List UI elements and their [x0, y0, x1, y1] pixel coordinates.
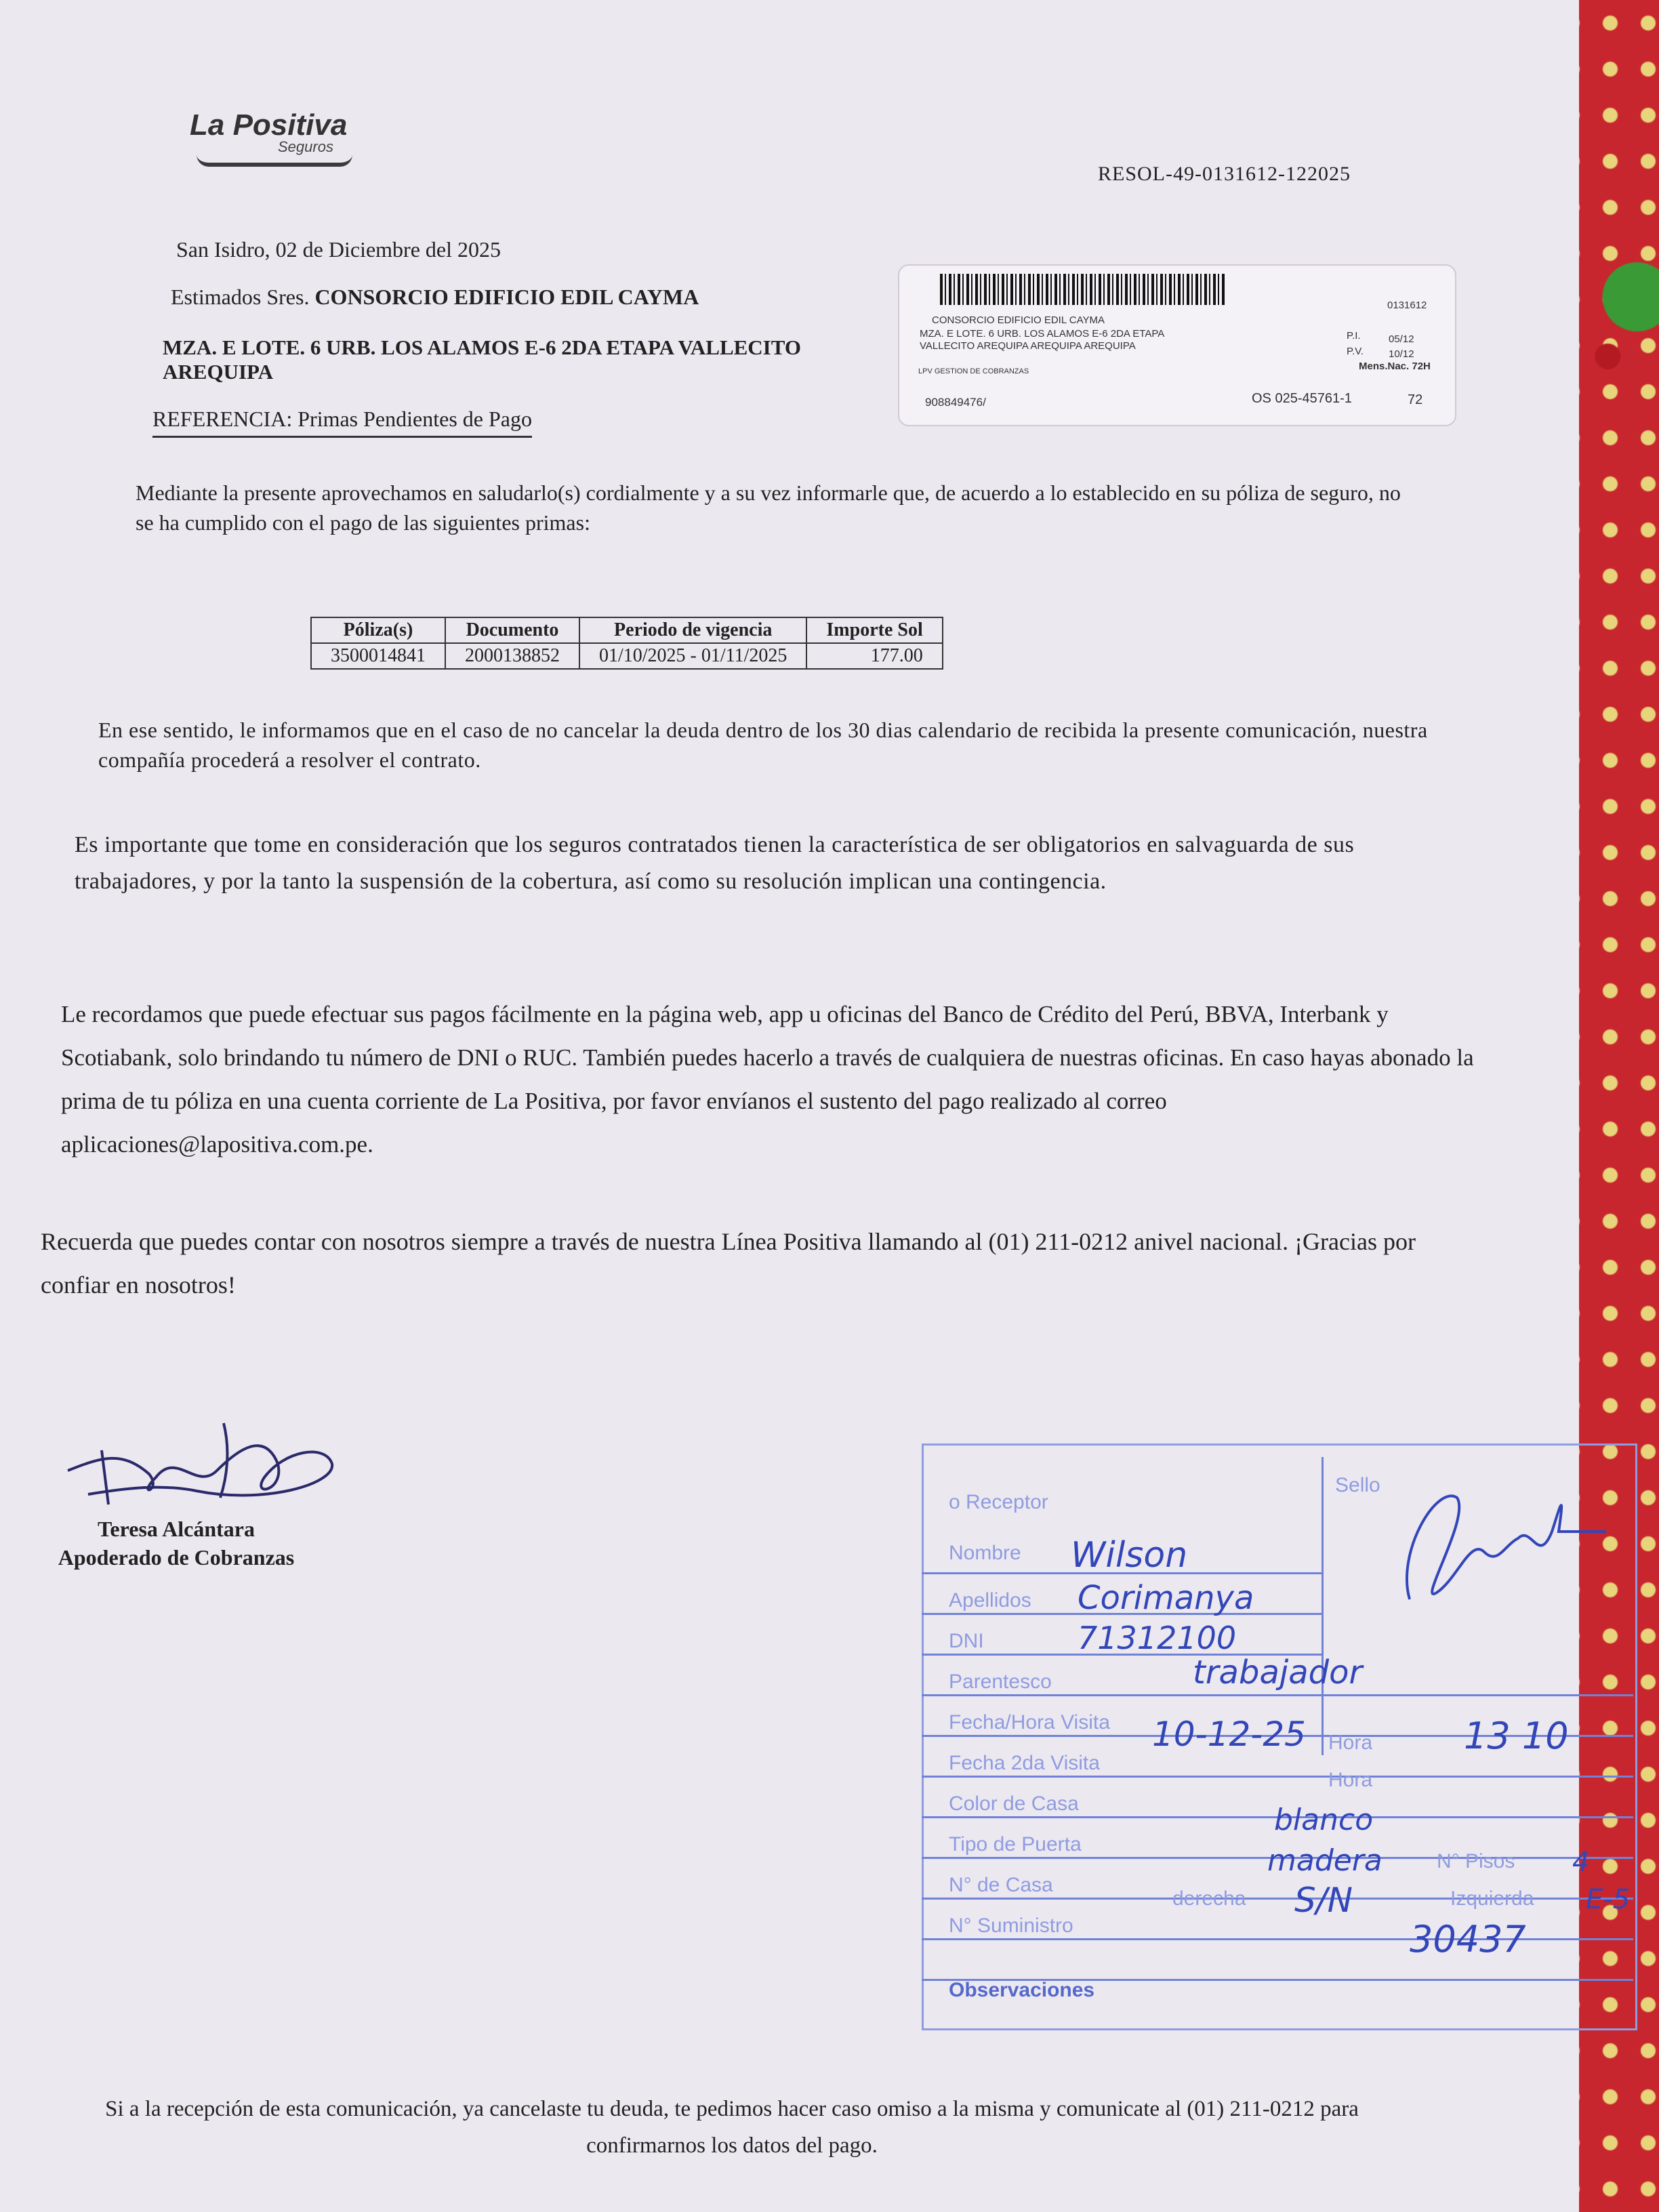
- recipient-address: MZA. E LOTE. 6 URB. LOS ALAMOS E-6 2DA ETAPA VALLECITO AREQUIPA: [163, 335, 801, 384]
- stamp-hora: Hora: [1328, 1732, 1373, 1754]
- stamp-label-parentesco: Parentesco: [949, 1671, 1052, 1693]
- stamp-label-color: Color de Casa: [949, 1793, 1079, 1815]
- hw-puerta: madera: [1267, 1843, 1382, 1878]
- hw-nombre: Wilson: [1071, 1535, 1188, 1576]
- signer-title: Apoderado de Cobranzas: [58, 1545, 295, 1570]
- label-pi: P.I.: [1347, 330, 1361, 342]
- label-tracking: 908849476/: [925, 396, 986, 409]
- hw-color: blanco: [1274, 1803, 1374, 1837]
- mailing-label: [898, 264, 1456, 426]
- paragraph-contact: Recuerda que puedes contar con nosotros siempre a través de nuestra Línea Positiva llamando al (01) 211-0212 anivel nacional. ¡Gracias por confiar en nosotros!: [41, 1228, 1416, 1298]
- col-importe: Importe Sol: [806, 617, 942, 643]
- stamp-pisos: N° Pisos: [1437, 1850, 1515, 1872]
- label-pv: P.V.: [1347, 346, 1364, 357]
- reference-text: Primas Pendientes de Pago: [298, 407, 532, 431]
- label-addr2: VALLECITO AREQUIPA AREQUIPA AREQUIPA: [920, 340, 1136, 352]
- logo-brand: La Positiva: [190, 108, 348, 142]
- stamp-label-receptor: o Receptor: [949, 1491, 1048, 1513]
- greeting-prefix: Estimados Sres.: [171, 285, 310, 309]
- hw-parentesco: trabajador: [1193, 1654, 1363, 1692]
- paragraph-payment: Le recordamos que puede efectuar sus pagos fácilmente en la página web, app u oficinas del Banco de Crédito del Perú, BBVA, Interbank y Scotiabank, solo brindando tu número de DNI o RUC. También puedes hacerlo a través de cualquiera de nuestras oficinas. En caso hayas abonado la prima de tu póliza en una cuenta corriente de La Positiva, por favor envíanos el sustento del pago realizado al correo aplicaciones@lapositiva.com.pe.: [61, 1001, 1474, 1158]
- logo-swoosh-icon: [197, 155, 352, 167]
- hw-casa: S/N: [1294, 1881, 1353, 1920]
- col-periodo: Periodo de vigencia: [579, 617, 806, 643]
- label-addr1: MZA. E LOTE. 6 URB. LOS ALAMOS E-6 2DA ETAPA: [920, 328, 1165, 340]
- label-code: 0131612: [1387, 300, 1427, 311]
- stamp-label-dni: DNI: [949, 1630, 984, 1652]
- stamp-label-fecha: Fecha/Hora Visita: [949, 1711, 1110, 1734]
- label-name: CONSORCIO EDIFICIO EDIL CAYMA: [932, 314, 1105, 326]
- stamp-label-apellidos: Apellidos: [949, 1589, 1031, 1612]
- label-mens: Mens.Nac. 72H: [1359, 361, 1431, 372]
- stamp-label-fecha2: Fecha 2da Visita: [949, 1752, 1100, 1774]
- logo-sub: Seguros: [278, 138, 333, 155]
- cell-poliza: 3500014841: [311, 643, 445, 669]
- cell-periodo: 01/10/2025 - 01/11/2025: [579, 643, 806, 669]
- label-pi-value: 05/12: [1389, 333, 1414, 345]
- premiums-table: [310, 617, 943, 670]
- recipient-name: CONSORCIO EDIFICIO EDIL CAYMA: [314, 285, 699, 309]
- hw-apellidos: Corimanya: [1078, 1579, 1254, 1617]
- stamp-sello: Sello: [1335, 1474, 1380, 1496]
- label-gestion: LPV GESTION DE COBRANZAS: [918, 367, 1029, 375]
- paragraph-deadline: En ese sentido, le informamos que en el caso de no cancelar la deuda dentro de los 30 dias calendario de recibida la presente comunicación, nuestra compañía procederá a resolver el contrato.: [98, 718, 1428, 772]
- stamp-label-puerta: Tipo de Puerta: [949, 1833, 1082, 1856]
- hw-izq: E-5: [1586, 1884, 1631, 1915]
- signer-block: [34, 1515, 319, 1572]
- hw-hora: 13 10: [1464, 1715, 1569, 1757]
- stamp-izquierda: Izquierda: [1450, 1887, 1534, 1910]
- reference-label: REFERENCIA:: [152, 407, 293, 431]
- stamp-label-observaciones: Observaciones: [949, 1979, 1095, 2001]
- label-os-num: 72: [1408, 392, 1423, 407]
- handwritten-signature: [61, 1410, 346, 1518]
- hw-fecha: 10-12-25: [1152, 1715, 1306, 1754]
- table-row: [311, 643, 943, 669]
- stamp-label-suministro: N° Suministro: [949, 1914, 1073, 1937]
- label-pv-value: 10/12: [1389, 348, 1414, 360]
- col-poliza: Póliza(s): [311, 617, 445, 643]
- company-logo: [190, 108, 352, 167]
- reference-code: RESOL-49-0131612-122025: [1098, 163, 1351, 185]
- table-header-row: [311, 617, 943, 643]
- greeting: [171, 285, 699, 310]
- footer-note: Si a la recepción de esta comunicación, ya cancelaste tu deuda, te pedimos hacer caso omiso a la misma y comunicate al (01) 211-0212 para confirmarnos los datos del pago.: [105, 2097, 1359, 2158]
- holly-decoration: [1586, 237, 1659, 386]
- paragraph-importance: Es importante que tome en consideración que los seguros contratados tienen la característica de ser obligatorios en salvaguarda de sus trabajadores, y por la tanto la suspensión de la cobertura, así como su resolución implican una contingencia.: [75, 832, 1355, 894]
- stamp-signature: [1355, 1471, 1613, 1626]
- reference-line: [152, 407, 532, 438]
- hw-pisos: 4: [1572, 1847, 1590, 1878]
- stamp-derecha: derecha: [1172, 1887, 1246, 1910]
- label-os: OS 025-45761-1: [1252, 391, 1352, 406]
- barcode-icon: [940, 274, 1225, 305]
- paragraph-intro: Mediante la presente aprovechamos en saludarlo(s) cordialmente y a su vez informarle que, de acuerdo a lo establecido en su póliza de seguro, no se ha cumplido con el pago de las siguientes primas:: [136, 480, 1401, 535]
- stamp-hora2: Hora: [1328, 1769, 1373, 1791]
- date-line: San Isidro, 02 de Diciembre del 2025: [176, 237, 501, 262]
- stamp-label-casa: N° de Casa: [949, 1874, 1053, 1896]
- col-documento: Documento: [445, 617, 579, 643]
- signer-name: Teresa Alcántara: [98, 1517, 255, 1541]
- delivery-stamp: [922, 1443, 1633, 2053]
- hw-suministro: 30437: [1410, 1918, 1526, 1961]
- stamp-line: [922, 1938, 1633, 1981]
- cell-importe: 177.00: [806, 643, 942, 669]
- stamp-label-nombre: Nombre: [949, 1542, 1021, 1564]
- hw-dni: 71312100: [1078, 1620, 1237, 1656]
- cell-documento: 2000138852: [445, 643, 579, 669]
